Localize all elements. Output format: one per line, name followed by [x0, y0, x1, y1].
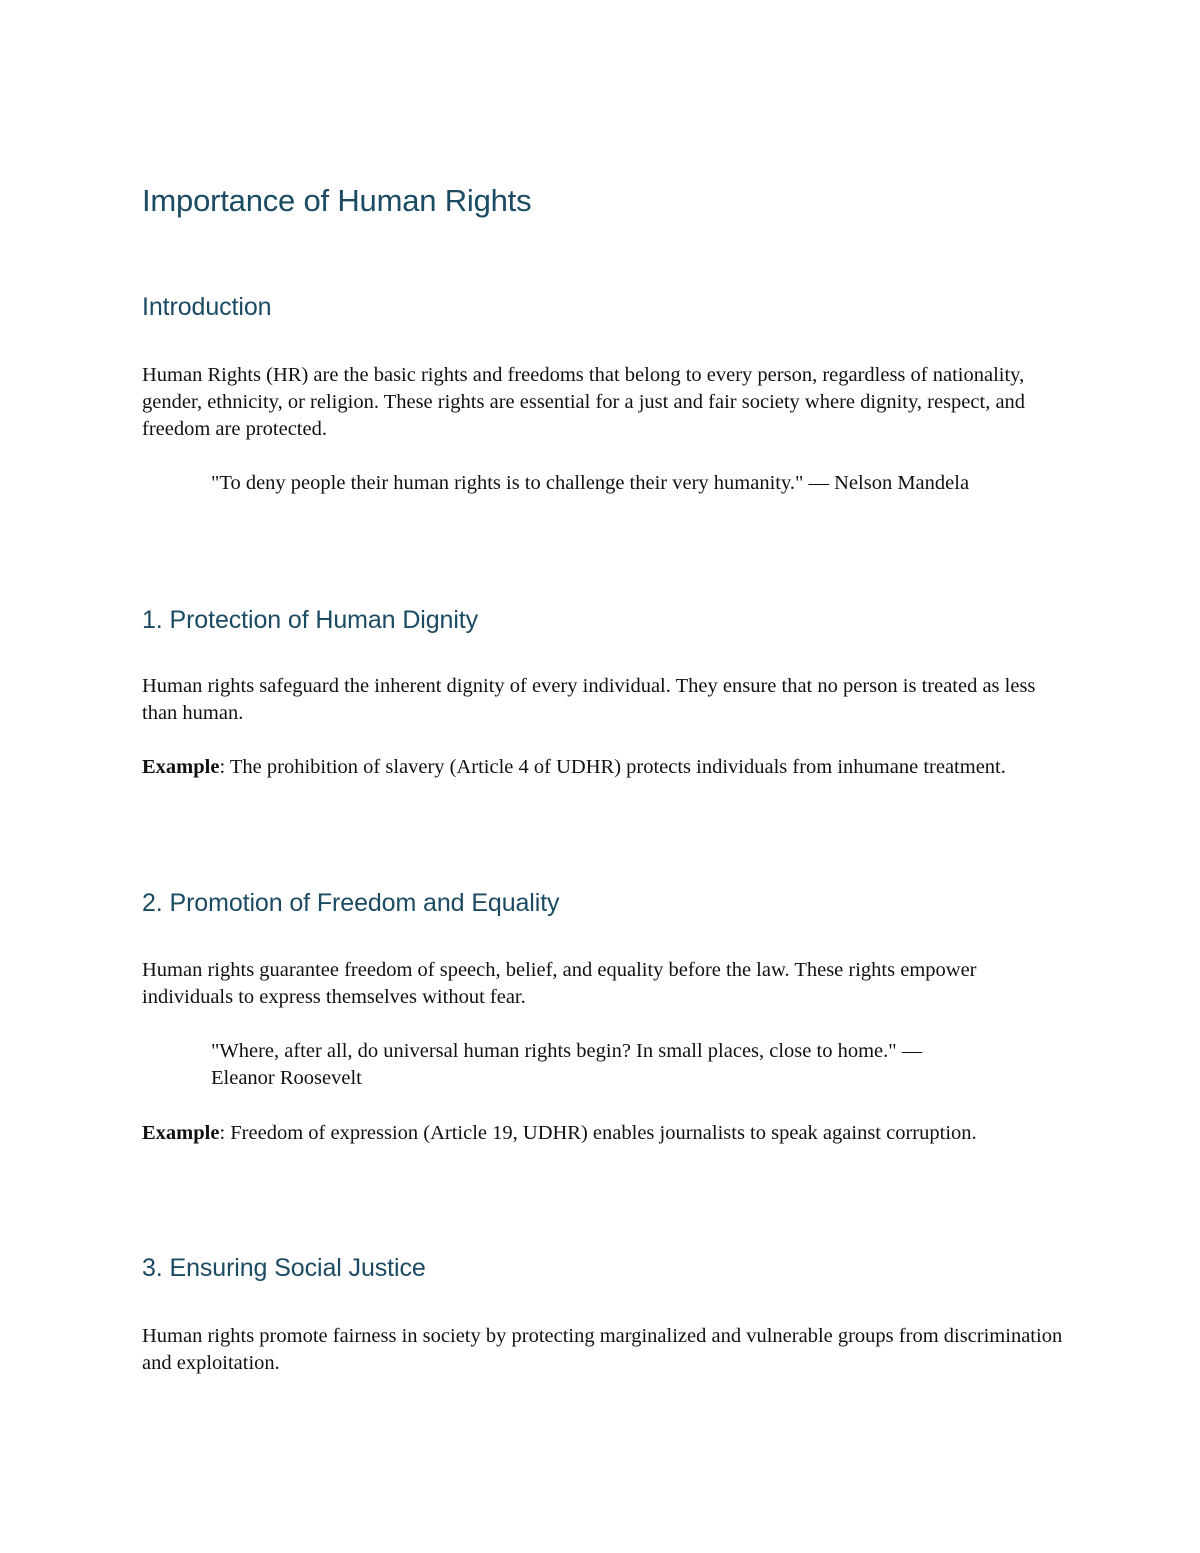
section-2-paragraph: Human rights guarantee freedom of speech, belief, and equality before the law. These rights empower individuals to express themselves without fear. [142, 959, 977, 1008]
section-3-paragraph: Human rights promote fairness in society by protecting marginalized and vulnerable groups from discrimination and exploitation. [142, 1325, 1063, 1374]
section-1-example-text: : The prohibition of slavery (Article 4 of UDHR) protects individuals from inhumane treatment. [219, 756, 1006, 778]
section-2-example [142, 1120, 1072, 1147]
section-2-heading: 2. Promotion of Freedom and Equality [142, 889, 560, 917]
section-1-example-label: Example [142, 756, 220, 778]
section-1-paragraph: Human rights safeguard the inherent dignity of every individual. They ensure that no person is treated as less than human. [142, 675, 1036, 724]
roosevelt-quote: "Where, after all, do universal human rights begin? In small places, close to home." — Eleanor Roosevelt [211, 1040, 923, 1089]
mandela-quote: "To deny people their human rights is to challenge their very humanity." — Nelson Mandela [211, 472, 970, 494]
section-1-heading: 1. Protection of Human Dignity [142, 606, 479, 634]
document-title: Importance of Human Rights [142, 183, 532, 218]
section-2-example-text: : Freedom of expression (Article 19, UDHR) enables journalists to speak against corruption. [219, 1122, 977, 1144]
introduction-paragraph: Human Rights (HR) are the basic rights and freedoms that belong to every person, regardless of nationality, gender, ethnicity, or religion. These rights are essential for a just and fair society where dignity, respect, and freedom are protected. [142, 364, 1026, 440]
introduction-heading: Introduction [142, 293, 272, 321]
section-3-heading: 3. Ensuring Social Justice [142, 1254, 426, 1282]
section-1-example [142, 754, 1072, 781]
section-2-example-label: Example [142, 1122, 220, 1144]
